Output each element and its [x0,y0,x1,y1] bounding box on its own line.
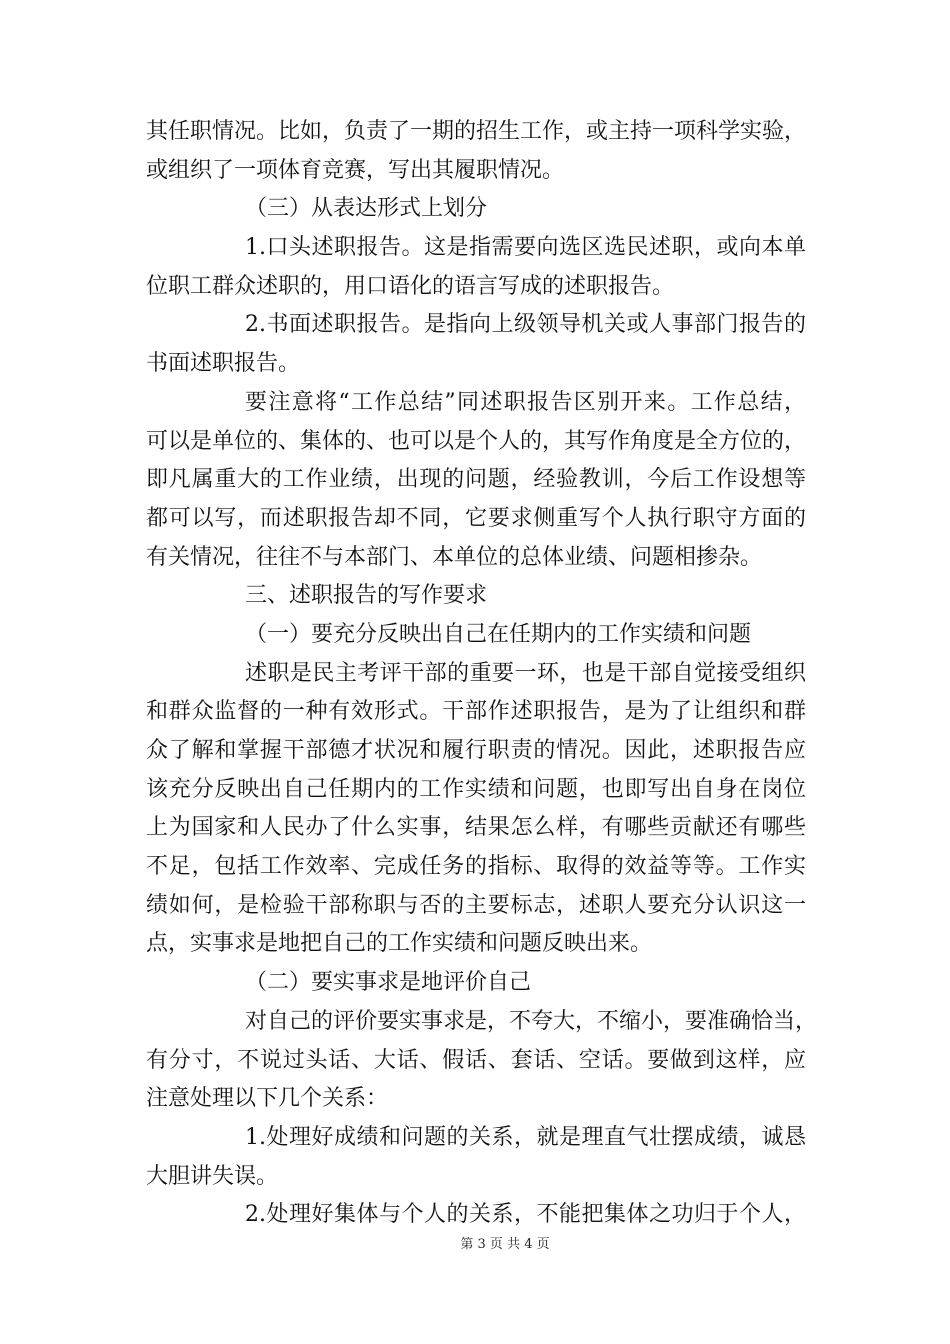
text-line: 1.口头述职报告。这是指需要向选区选民述职，或向本单 [245,235,806,261]
text-line: （一）要充分反映出自己在任期内的工作实绩和问题 [245,621,752,647]
text-line: 对自己的评价要实事求是，不夸大，不缩小，要准确恰当， [245,1008,818,1034]
text-line: 注意处理以下几个关系： [146,1086,389,1112]
text-line: 其任职情况。比如，负责了一期的招生工作，或主持一项科学实验， [146,119,807,144]
text-line: 1.处理好成绩和问题的关系，就是理直气壮摆成绩，诚恳 [245,1124,806,1150]
text-line: 2.书面述职报告。是指向上级领导机关或人事部门报告的 [245,312,806,338]
text-line: 不足，包括工作效率、完成任务的指标、取得的效益等等。工作实 [146,854,806,880]
text-line: 点，实事求是地把自己的工作实绩和问题反映出来。 [146,931,653,957]
text-line: 要注意将“工作总结”同述职报告区别开来。工作总结， [245,389,806,415]
text-line: 书面述职报告。 [146,351,301,377]
text-line: 2.处理好集体与个人的关系，不能把集体之功归于个人， [245,1202,806,1228]
text-line: 众了解和掌握干部德才状况和履行职责的情况。因此，述职报告应 [146,738,806,763]
text-line: 位职工群众述职的，用口语化的语言写成的述职报告。 [146,273,675,299]
document-body [146,113,818,1235]
text-line: 上为国家和人民办了什么实事，结果怎么样，有哪些贡献还有哪些 [146,815,806,841]
text-line: 述职是民主考评干部的重要一环，也是干部自觉接受组织 [245,660,806,686]
text-line: （二）要实事求是地评价自己 [245,970,532,996]
text-line: 有关情况，往往不与本部门、本单位的总体业绩、问题相掺杂。 [146,544,763,570]
text-line: 大胆讲失误。 [146,1163,279,1189]
text-line: 有分寸，不说过头话、大话、假话、套话、空话。要做到这样，应 [146,1047,806,1073]
text-line: 三、述职报告的写作要求 [245,583,488,609]
text-line: 即凡属重大的工作业绩，出现的问题，经验教训，今后工作设想等 [146,467,806,493]
text-line: 都可以写，而述职报告却不同，它要求侧重写个人执行职守方面的 [146,505,806,531]
text-line: 该充分反映出自己任期内的工作实绩和问题，也即写出自身在岗位 [146,776,806,802]
text-line: 和群众监督的一种有效形式。干部作述职报告，是为了让组织和群 [146,699,806,725]
text-line: 绩如何，是检验干部称职与否的主要标志，述职人要充分认识这一 [146,892,806,918]
text-line: （三）从表达形式上划分 [245,196,488,222]
page-footer: 第 3 页 共 4 页 [460,1237,550,1252]
text-line: 可以是单位的、集体的、也可以是个人的，其写作角度是全方位的， [146,428,807,454]
text-line: 或组织了一项体育竞赛，写出其履职情况。 [146,157,565,183]
